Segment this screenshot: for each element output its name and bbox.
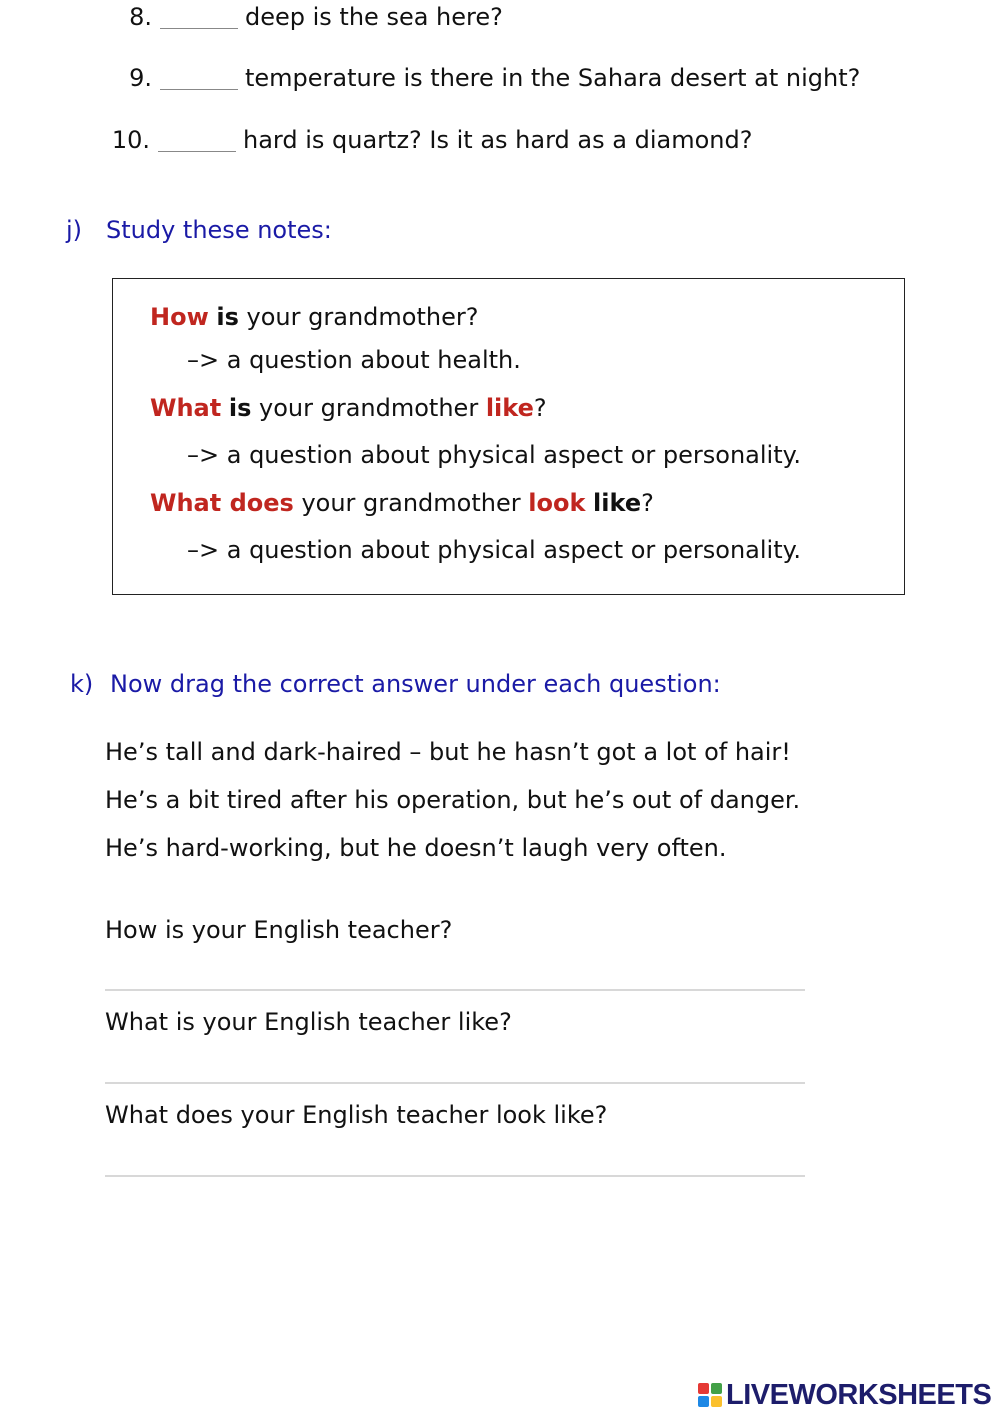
- draggable-answer[interactable]: He’s a bit tired after his operation, but he’s out of danger.: [105, 786, 801, 814]
- section-title: Now drag the correct answer under each question:: [110, 670, 721, 698]
- section-title: Study these notes:: [106, 216, 332, 244]
- prompt-look-like: What does your English teacher look like?: [105, 1101, 608, 1129]
- brand-name: LIVEWORKSHEETS: [726, 1378, 992, 1411]
- liveworksheets-logo: [698, 1380, 991, 1410]
- note-answer-3: –> a question about physical aspect or personality.: [187, 536, 802, 564]
- section-label: j): [66, 216, 83, 244]
- draggable-answer[interactable]: He’s hard-working, but he doesn’t laugh very often.: [105, 834, 727, 862]
- question-text: deep is the sea here?: [245, 3, 503, 31]
- question-number: 10.: [111, 126, 150, 154]
- draggable-answer[interactable]: He’s tall and dark-haired – but he hasn’t got a lot of hair!: [105, 738, 791, 766]
- section-k-heading: [70, 670, 721, 698]
- answer-blank[interactable]: [160, 63, 238, 90]
- note-question-3: What does your grandmother look like?: [150, 489, 654, 517]
- prompt-what-like: What is your English teacher like?: [105, 1008, 512, 1036]
- answer-blank[interactable]: [158, 125, 236, 152]
- question-9: [0, 63, 1000, 93]
- notes-box: [112, 278, 905, 595]
- logo-grid-icon: [698, 1383, 722, 1407]
- section-j-heading: [66, 216, 332, 244]
- drop-zone[interactable]: [105, 1082, 805, 1084]
- note-question-1: How is your grandmother?: [150, 303, 479, 331]
- note-answer-1: –> a question about health.: [187, 346, 521, 374]
- question-number: 8.: [129, 3, 152, 31]
- question-10: [0, 125, 1000, 155]
- note-answer-2: –> a question about physical aspect or personality.: [187, 441, 802, 469]
- note-question-2: What is your grandmother like?: [150, 394, 547, 422]
- prompt-how: How is your English teacher?: [105, 916, 453, 944]
- question-text: hard is quartz? Is it as hard as a diamond?: [243, 126, 753, 154]
- section-label: k): [70, 670, 94, 698]
- question-8: [0, 2, 1000, 32]
- drop-zone[interactable]: [105, 1175, 805, 1177]
- question-text: temperature is there in the Sahara desert at night?: [245, 64, 861, 92]
- answer-blank[interactable]: [160, 2, 238, 29]
- question-number: 9.: [129, 64, 152, 92]
- drop-zone[interactable]: [105, 989, 805, 991]
